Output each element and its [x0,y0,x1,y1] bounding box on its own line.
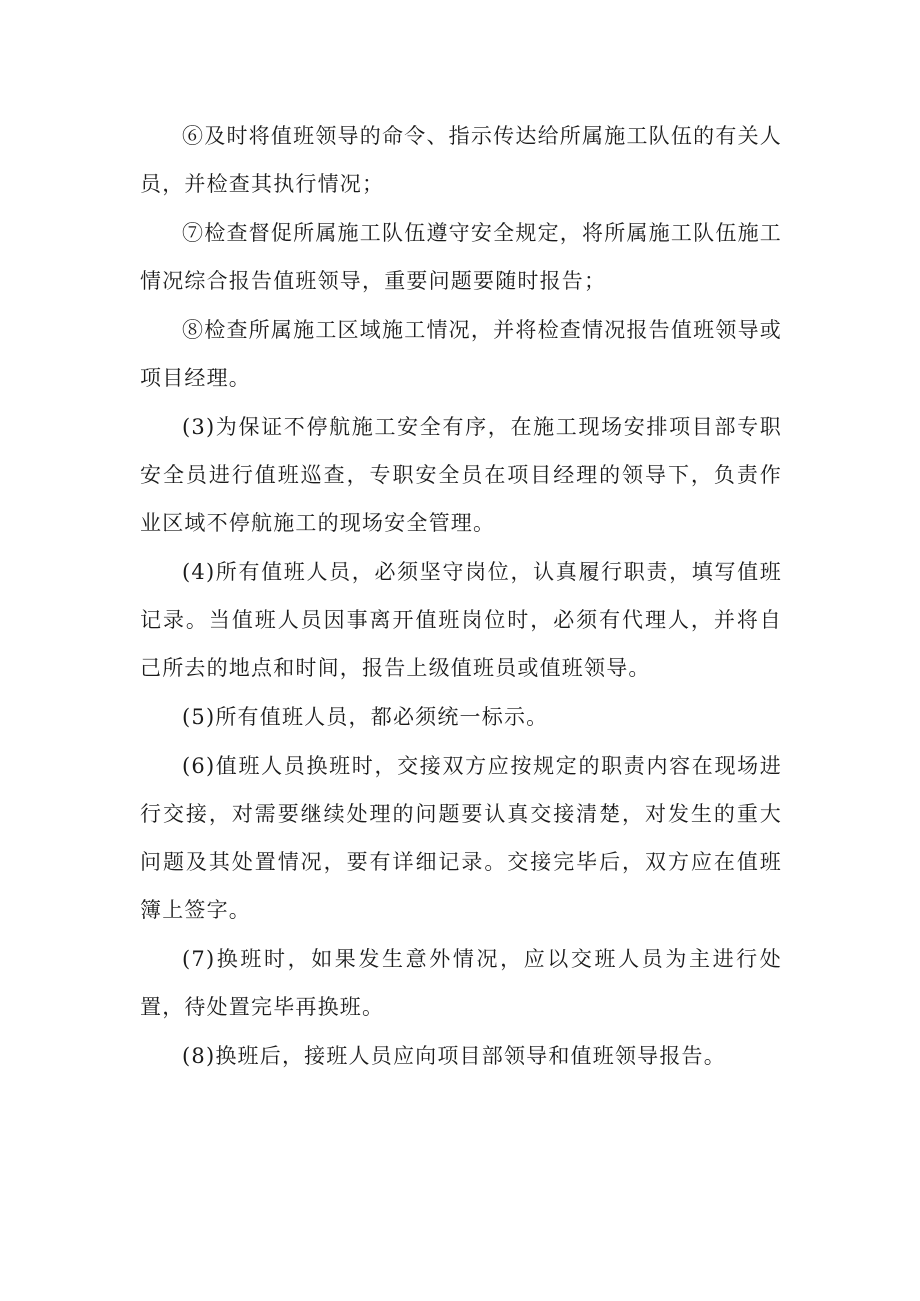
paragraph-item-6: (6)值班人员换班时，交接双方应按规定的职责内容在现场进行交接，对需要继续处理的问题要认真交接清楚，对发生的重大问题及其处置情况，要有详细记录。交接完毕后，双方应在值班簿上签字。 [140,754,782,922]
paragraph-duty-8: ⑧检查所属施工区域施工情况，并将检查情况报告值班领导或项目经理。 [140,318,782,390]
paragraph-item-4: (4)所有值班人员，必须坚守岗位，认真履行职责，填写值班记录。当值班人员因事离开值班岗位时，必须有代理人，并将自己所去的地点和时间，报告上级值班员或值班领导。 [140,560,782,680]
paragraph-item-5: (5)所有值班人员，都必须统一标示。 [182,705,549,729]
paragraph-duty-7: ⑦检查督促所属施工队伍遵守安全规定，将所属施工队伍施工情况综合报告值班领导，重要问题要随时报告； [140,221,782,293]
paragraph-duty-6: ⑥及时将值班领导的命令、指示传达给所属施工队伍的有关人员，并检查其执行情况； [140,124,782,196]
paragraph-item-3: (3)为保证不停航施工安全有序，在施工现场安排项目部专职安全员进行值班巡查，专职安全员在项目经理的领导下，负责作业区域不停航施工的现场安全管理。 [140,415,782,535]
document-body [140,112,782,1081]
paragraph-item-8: (8)换班后，接班人员应向项目部领导和值班领导报告。 [182,1044,726,1068]
paragraph-item-7: (7)换班时，如果发生意外情况，应以交班人员为主进行处置，待处置完毕再换班。 [140,947,782,1019]
